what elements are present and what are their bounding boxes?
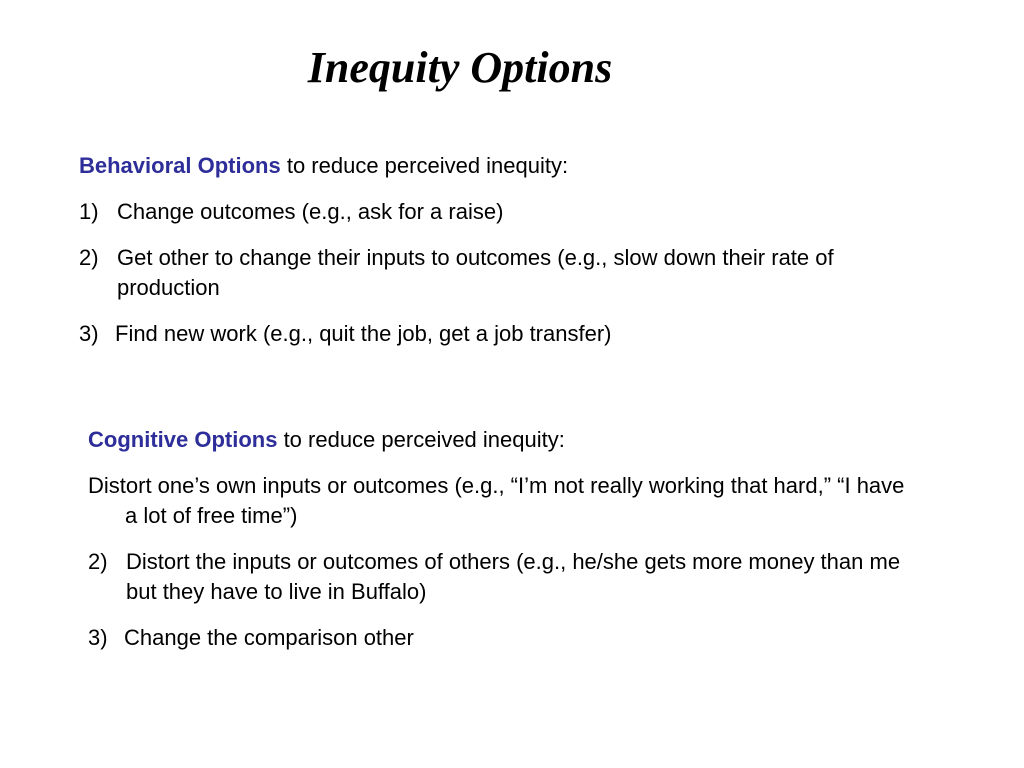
- behavioral-options-heading-rest: to reduce perceived inequity:: [280, 153, 569, 178]
- behavioral-item-2-number: 2): [79, 245, 99, 270]
- cognitive-options-heading-rest: to reduce perceived inequity:: [277, 427, 565, 452]
- cognitive-item-3: [88, 623, 908, 653]
- cognitive-item-3-number: 3): [88, 625, 108, 650]
- slide-title: Inequity Options: [307, 43, 613, 92]
- behavioral-options-section: [79, 151, 909, 349]
- cognitive-item-2: [88, 547, 908, 607]
- cognitive-item-2-number: 2): [88, 549, 108, 574]
- cognitive-options-section: [88, 425, 908, 653]
- cognitive-item-1-text: Distort one’s own inputs or outcomes (e.g., “I’m not really working that hard,” “I have a lot of free time”): [88, 473, 905, 528]
- behavioral-item-1-text: Change outcomes (e.g., ask for a raise): [117, 199, 504, 224]
- behavioral-item-1-number: 1): [79, 199, 99, 224]
- behavioral-item-1: [79, 197, 909, 227]
- cognitive-options-heading: Cognitive Options: [88, 427, 278, 452]
- cognitive-options-intro: [88, 425, 908, 455]
- cognitive-item-1: [88, 471, 908, 531]
- behavioral-item-2: [79, 243, 909, 303]
- behavioral-item-3: [79, 319, 909, 349]
- behavioral-options-intro: [79, 151, 909, 181]
- behavioral-options-heading: Behavioral Options: [79, 153, 281, 178]
- cognitive-item-2-text: Distort the inputs or outcomes of others (e.g., he/she gets more money than me but they have to live in Buffalo): [126, 549, 901, 604]
- behavioral-item-3-text: Find new work (e.g., quit the job, get a job transfer): [115, 321, 612, 346]
- behavioral-item-3-number: 3): [79, 321, 99, 346]
- behavioral-item-2-text: Get other to change their inputs to outcomes (e.g., slow down their rate of production: [117, 245, 834, 300]
- cognitive-item-3-text: Change the comparison other: [124, 625, 414, 650]
